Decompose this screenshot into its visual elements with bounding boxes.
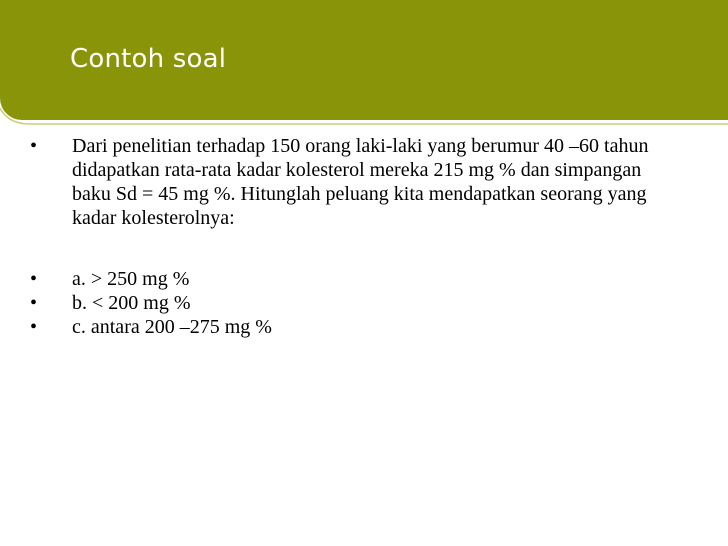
option-c-text: c. antara 200 –275 mg %: [72, 316, 272, 338]
bullet-item-intro: [28, 134, 678, 230]
intro-text: Dari penelitian terhadap 150 orang laki-laki yang berumur 40 –60 tahun didapatkan rata-rata kadar kolesterol mereka 215 mg % dan simpangan baku Sd = 45 mg %. Hitunglah peluang kita mendapatkan seorang yang kadar kolesterolnya:: [72, 135, 649, 229]
bullet-icon: •: [30, 316, 38, 338]
bullet-item-option-a: [28, 267, 678, 291]
bullet-item-option-c: [28, 315, 678, 339]
slide-title: Contoh soal: [70, 44, 227, 74]
bullet-icon: •: [30, 268, 38, 290]
bullet-icon: •: [30, 292, 38, 314]
slide-body: [28, 134, 678, 339]
bullet-item-option-b: [28, 291, 678, 315]
option-a-text: a. > 250 mg %: [72, 268, 190, 290]
option-b-text: b. < 200 mg %: [72, 292, 191, 314]
bullet-icon: •: [30, 135, 38, 157]
